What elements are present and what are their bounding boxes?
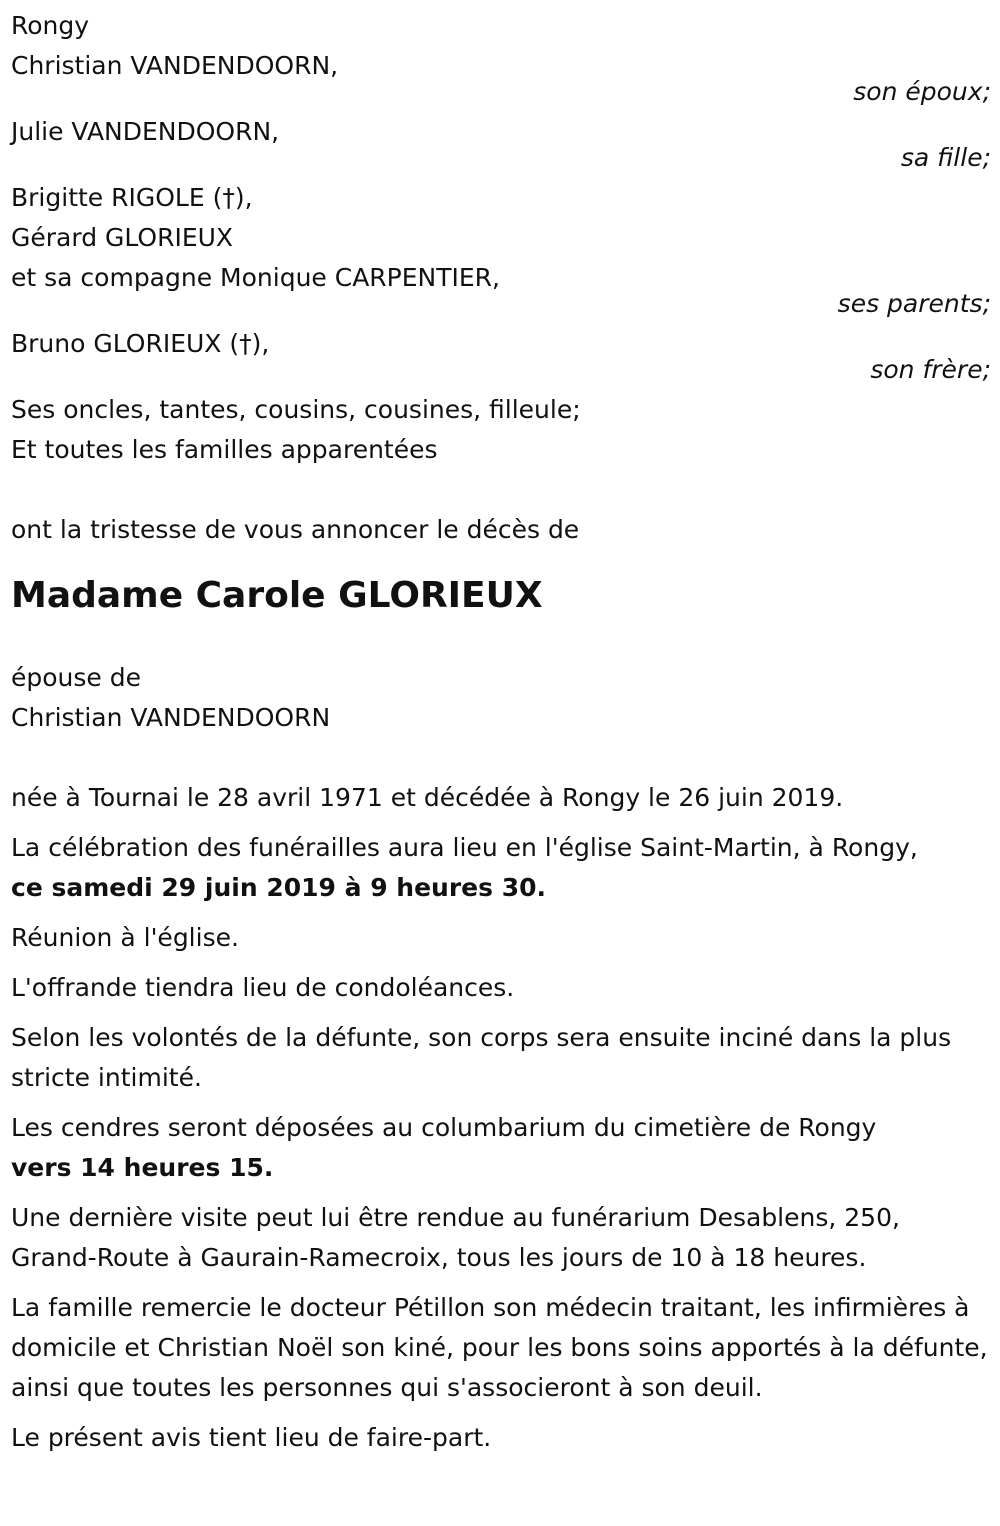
ceremony-paragraph: [11, 828, 991, 908]
thanks-text: La famille remercie le docteur Pétillon son médecin traitant, les infirmières à domicile et Christian Noël son kiné, pour les bons soins apportés à la défunte, ainsi que toutes les personnes qui s'associeront à son deuil.: [11, 1293, 988, 1402]
spouse-name: Christian VANDENDOORN: [11, 703, 331, 732]
closing-text: Le présent avis tient lieu de faire-part.: [11, 1423, 492, 1452]
visit-text: Une dernière visite peut lui être rendue au funérarium Desablens, 250, Grand-Route à Gaurain-Ramecroix, tous les jours de 10 à 18 heures.: [11, 1203, 900, 1272]
announcement-text: ont la tristesse de vous annoncer le décès de: [11, 515, 580, 544]
family-member-name: Gérard GLORIEUX: [11, 223, 234, 252]
family-member-name: Bruno GLORIEUX (†),: [11, 329, 270, 358]
family-role: ses parents;: [837, 289, 991, 318]
offering-text: L'offrande tiendra lieu de condoléances.: [11, 973, 515, 1002]
meeting-text: Réunion à l'église.: [11, 923, 239, 952]
family-role: son frère;: [870, 355, 991, 384]
ceremony-text: La célébration des funérailles aura lieu en l'église Saint-Martin, à Rongy,: [11, 833, 918, 862]
ceremony-time: ce samedi 29 juin 2019 à 9 heures 30.: [11, 873, 546, 902]
ashes-text: Les cendres seront déposées au columbarium du cimetière de Rongy: [11, 1113, 877, 1142]
cremation-text: Selon les volontés de la défunte, son corps sera ensuite inciné dans la plus stricte intimité.: [11, 1023, 952, 1092]
ashes-paragraph: [11, 1108, 991, 1188]
extended-family-line: Et toutes les familles apparentées: [11, 435, 438, 464]
family-group-spouse: [11, 46, 991, 112]
family-member-name: Julie VANDENDOORN,: [11, 117, 280, 146]
family-group-parents: [11, 178, 991, 324]
family-member-name: Brigitte RIGOLE (†),: [11, 183, 253, 212]
family-member-name: et sa compagne Monique CARPENTIER,: [11, 263, 501, 292]
family-group-brother: [11, 324, 991, 390]
birth-death-text: née à Tournai le 28 avril 1971 et décédée à Rongy le 26 juin 2019.: [11, 783, 844, 812]
deceased-name: Madame Carole GLORIEUX: [11, 575, 543, 616]
family-member-name: Christian VANDENDOORN,: [11, 51, 339, 80]
location-header: Rongy: [11, 11, 90, 40]
obituary-notice: [11, 6, 991, 1458]
family-role: son époux;: [853, 77, 991, 106]
extended-family-line: Ses oncles, tantes, cousins, cousines, filleule;: [11, 395, 581, 424]
family-group-daughter: [11, 112, 991, 178]
family-role: sa fille;: [900, 143, 991, 172]
ashes-time: vers 14 heures 15.: [11, 1153, 274, 1182]
spouse-prefix: épouse de: [11, 663, 141, 692]
